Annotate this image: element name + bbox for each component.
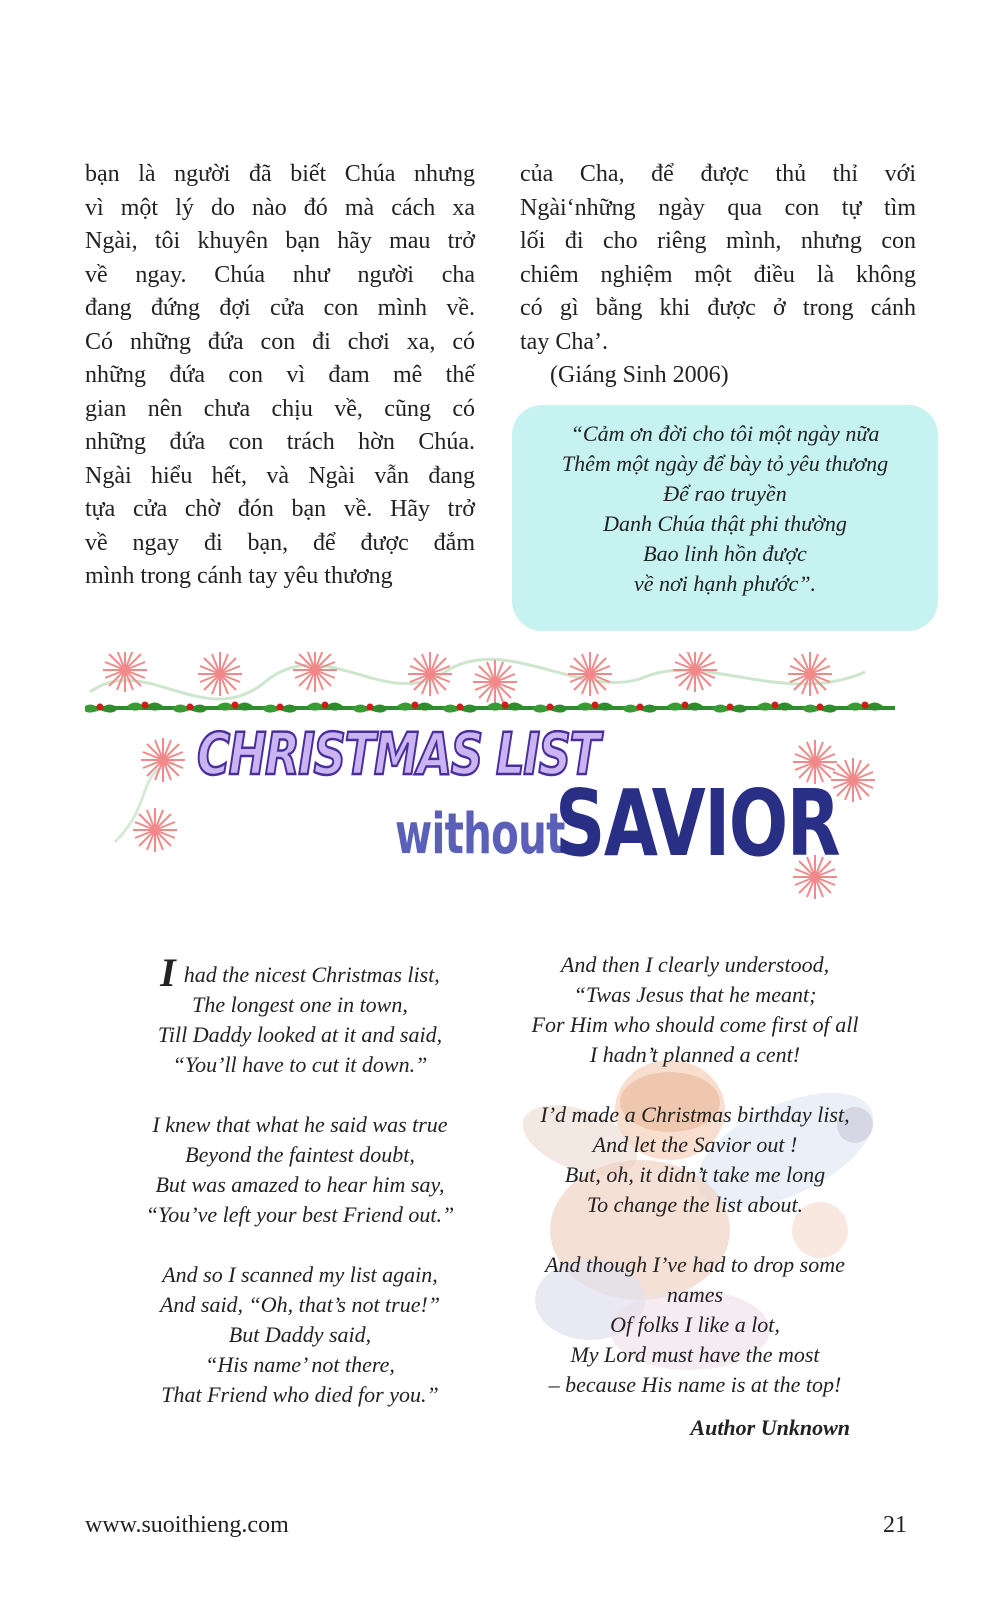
poem-line: And then I clearly understood, — [560, 952, 830, 977]
poem-stanza — [110, 1110, 490, 1230]
poem-stanza — [490, 950, 900, 1070]
text-line: về ngay đi bạn, để được đắm — [85, 529, 475, 556]
text-line: những đứa con trách hờn Chúa. — [85, 429, 475, 455]
text-line: bạn là người đã biết Chúa nhưng — [85, 161, 475, 187]
poem-line: That Friend who died for you.” — [161, 1382, 439, 1407]
text-line: đang đứng đợi cửa con mình về. — [85, 295, 475, 321]
poem-line: Till Daddy looked at it and said, — [157, 1022, 443, 1047]
text-line: chiêm nghiệm một điều là không — [520, 261, 916, 288]
quote-line: Thêm một ngày để bày tỏ yêu thương — [561, 451, 889, 476]
poem-line: And though I’ve had to drop some — [545, 1252, 845, 1277]
left-article-column — [85, 158, 475, 594]
poem-line: Of folks I like a lot, — [610, 1312, 780, 1337]
article-date-signature: (Giáng Sinh 2006) — [550, 362, 729, 388]
text-line: về ngay. Chúa như người cha — [85, 261, 475, 288]
right-article-column — [520, 158, 916, 393]
poem-line: names — [666, 1282, 724, 1307]
poem-author: Author Unknown — [690, 1415, 850, 1440]
poem-line: And so I scanned my list again, — [162, 1262, 438, 1287]
quote-line: Bao linh hồn được — [643, 541, 807, 566]
text-line: Ngài‘những ngày qua con tự tìm — [520, 194, 916, 221]
poem-stanza — [110, 950, 490, 1080]
poem-right-column — [490, 950, 900, 1430]
poem-left-column — [110, 950, 490, 1440]
text-line: Ngài, tôi khuyên bạn hãy mau trở — [85, 228, 475, 254]
poem-line: The longest one in town, — [192, 992, 408, 1017]
poem-line: For Him who should come first of all — [531, 1012, 859, 1037]
poem-line: I knew that what he said was true — [152, 1112, 448, 1137]
page-number: 21 — [883, 1512, 907, 1538]
christmas-banner — [85, 652, 925, 917]
drop-cap: I — [160, 950, 176, 995]
banner-title-savior: SAVIOR — [555, 770, 840, 877]
poem-line: Ihad the nicest Christmas list, — [160, 950, 440, 995]
quote-line: về nơi hạnh phước”. — [633, 571, 817, 596]
poem-line: “Twas Jesus that he meant; — [573, 982, 817, 1007]
poem-line: But was amazed to hear him say, — [155, 1172, 445, 1197]
text-line: Có những đứa con đi chơi xa, có — [85, 328, 475, 355]
text-line: của Cha, để được thủ thỉ với — [520, 161, 916, 187]
poem-line: And let the Savior out ! — [592, 1132, 798, 1157]
poem-line: Beyond the faintest doubt, — [185, 1142, 415, 1167]
text-line: tựa cửa chờ đón bạn về. Hãy trở — [85, 496, 475, 522]
poem-line: But, oh, it didn’t take me long — [564, 1162, 826, 1187]
poem-stanza — [490, 1250, 900, 1400]
banner-title-without: without — [395, 802, 565, 867]
poem-line: And said, “Oh, that’s not true!” — [159, 1292, 441, 1317]
poem-line: My Lord must have the most — [570, 1342, 820, 1367]
quote-line: “Cảm ơn đời cho tôi một ngày nữa — [570, 421, 880, 446]
text-line: Ngài hiểu hết, và Ngài vẫn đang — [85, 462, 475, 489]
poem-line: I hadn’t planned a cent! — [589, 1042, 801, 1067]
text-line: tay Cha’. — [520, 328, 608, 355]
banner-title-christmas-list: CHRISTMAS LIST — [197, 720, 599, 788]
poem-line: To change the list about. — [586, 1192, 804, 1217]
poem-line: “You’ll have to cut it down.” — [172, 1052, 428, 1077]
poem-stanza — [490, 1100, 900, 1220]
poem-line: But Daddy said, — [228, 1322, 372, 1347]
text-line: có gì bằng khi được ở trong cánh — [520, 295, 916, 321]
poem-stanza — [110, 1260, 490, 1410]
text-line: những đứa con vì đam mê thế — [85, 362, 475, 388]
poem-line: I’d made a Christmas birthday list, — [540, 1102, 850, 1127]
quote-line: Danh Chúa thật phi thường — [603, 511, 847, 536]
quote-line: Để rao truyền — [663, 481, 787, 506]
text-line: mình trong cánh tay yêu thương — [85, 563, 393, 589]
footer-website-url: www.suoithieng.com — [85, 1512, 289, 1538]
text-line: gian nên chưa chịu về, cũng có — [85, 395, 475, 422]
text-line: vì một lý do nào đó mà cách xa — [85, 194, 475, 221]
poem-line: – because His name is at the top! — [548, 1372, 842, 1397]
text-line: lối đi cho riêng mình, nhưng con — [520, 228, 916, 254]
poem-line: “His name’ not there, — [205, 1352, 395, 1377]
quote-box — [512, 405, 938, 631]
poem-line: “You’ve left your best Friend out.” — [145, 1202, 455, 1227]
